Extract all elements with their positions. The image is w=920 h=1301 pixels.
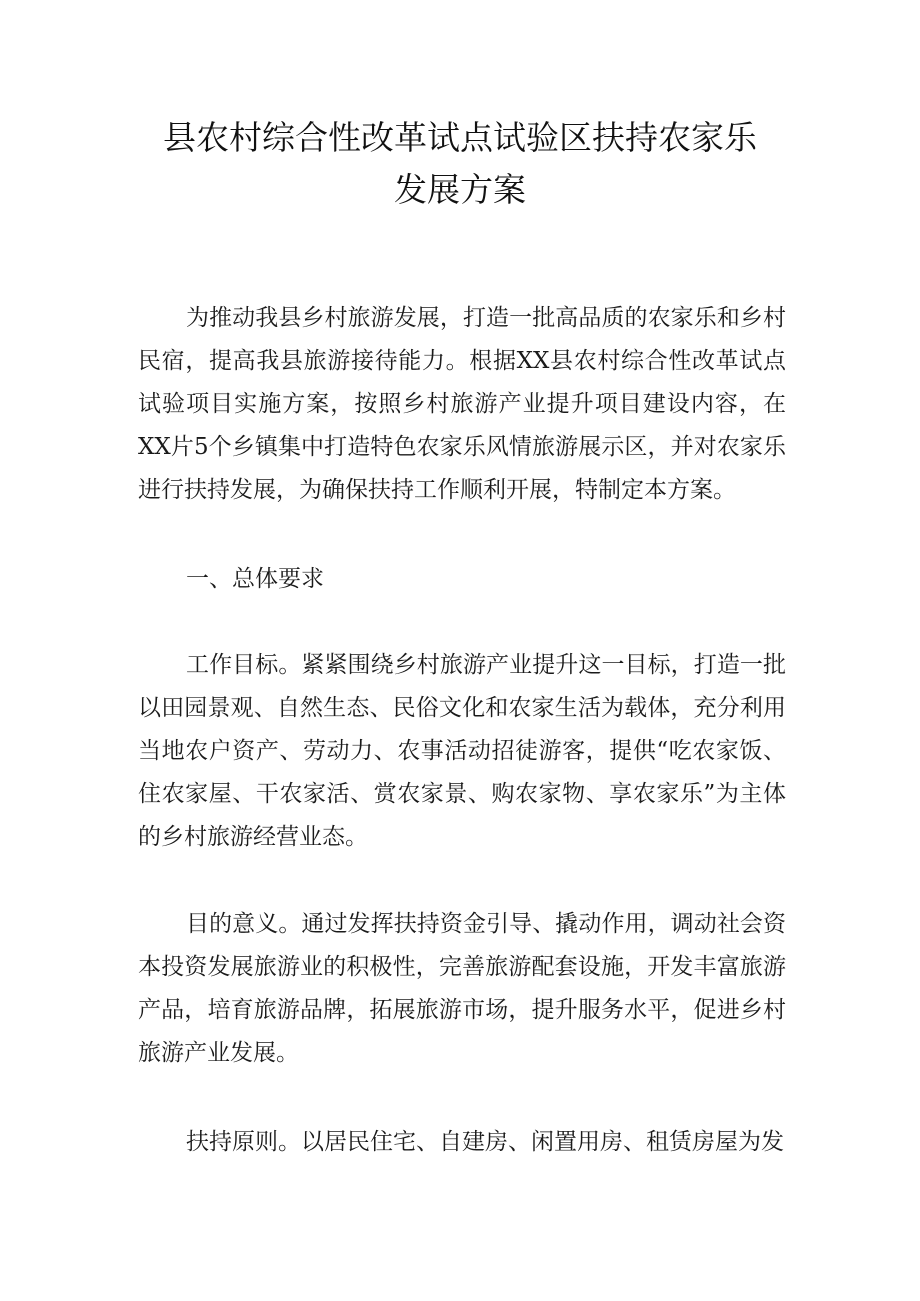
purpose-paragraph: 目的意义。通过发挥扶持资金引导、撬动作用，调动社会资本投资发展旅游业的积极性，完善旅游配套设施，开发丰富旅游产品，培育旅游品牌，拓展旅游市场，提升服务水平，促进乡村旅游产业发展。 [138,911,786,1066]
document-title-line-1: 县农村综合性改革试点试验区扶持农家乐 [163,118,757,157]
document-title-line-2: 发展方案 [394,170,526,209]
work-goal-paragraph: 工作目标。紧紧围绕乡村旅游产业提升这一目标，打造一批以田园景观、自然生态、民俗文化和农家生活为载体，充分利用当地农户资产、劳动力、农事活动招徒游客，提供“吃农家饭、住农家屋、干农家活、赏农家景、购农家物、享农家乐”为主体的乡村旅游经营业态。 [138,652,786,850]
support-principle-paragraph: 扶持原则。以居民住宅、自建房、闲置用房、租赁房屋为发 [186,1129,784,1155]
intro-paragraph: 为推动我县乡村旅游发展，打造一批高品质的农家乐和乡村民宿，提高我县旅游接待能力。根据XX县农村综合性改革试点试验项目实施方案，按照乡村旅游产业提升项目建设内容，在XX片5个乡镇集中打造特色农家乐风情旅游展示区，并对农家乐进行扶持发展，为确保扶持工作顺利开展，特制定本方案。 [138,305,786,503]
section-heading-overall-requirements: 一、总体要求 [186,566,324,592]
